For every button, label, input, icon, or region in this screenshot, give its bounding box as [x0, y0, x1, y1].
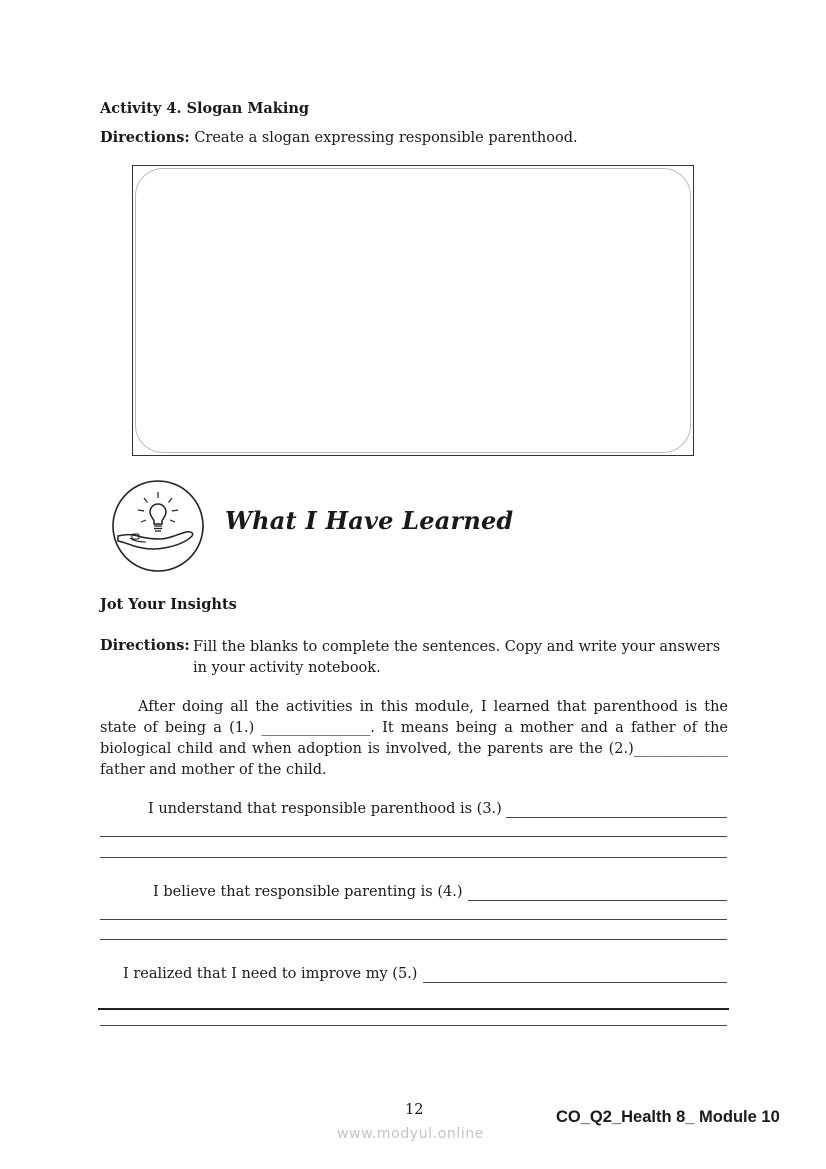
watermark: www.modyul.online — [337, 1126, 485, 1142]
answer-line-4a[interactable] — [100, 919, 727, 920]
answer-line-5a[interactable] — [98, 1008, 729, 1010]
sentence-3: I understand that responsible parenthood is (3.) — [148, 801, 502, 817]
section-title: What I Have Learned — [225, 506, 514, 535]
answer-blank-5[interactable] — [423, 982, 727, 983]
jot-directions-text: Fill the blanks to complete the sentences. Copy and write your answers in your activity notebook. — [193, 639, 721, 676]
lightbulb-hand-icon — [110, 478, 206, 574]
answer-blank-3[interactable] — [506, 817, 727, 818]
sentence-4: I believe that responsible parenting is (4.) — [153, 884, 463, 900]
sentence-5: I realized that I need to improve my (5.) — [123, 966, 418, 982]
answer-line-5b[interactable] — [100, 1025, 727, 1026]
slogan-box-inner-border — [135, 168, 691, 453]
answer-line-3b[interactable] — [100, 857, 727, 858]
activity-directions — [100, 129, 578, 146]
slogan-answer-box[interactable] — [132, 165, 694, 456]
jot-title: Jot Your Insights — [100, 596, 237, 613]
jot-directions-label: Directions: — [100, 637, 190, 654]
module-label: CO_Q2_Health 8_ Module 10 — [556, 1108, 780, 1126]
answer-blank-4[interactable] — [468, 900, 727, 901]
page-number: 12 — [405, 1102, 424, 1118]
answer-line-3a[interactable] — [100, 836, 727, 837]
answer-line-4b[interactable] — [100, 939, 727, 940]
insight-paragraph: After doing all the activities in this module, I learned that parenthood is the state of being a (1.) _______________. It means being a mother and a father of the biological child and when adoption is involved, the parents are the (2.)_____________ father and mother of the child. — [100, 699, 728, 778]
activity-title: Activity 4. Slogan Making — [100, 100, 310, 117]
directions-label: Directions: — [100, 129, 190, 146]
directions-text: Create a slogan expressing responsible parenthood. — [189, 130, 578, 146]
